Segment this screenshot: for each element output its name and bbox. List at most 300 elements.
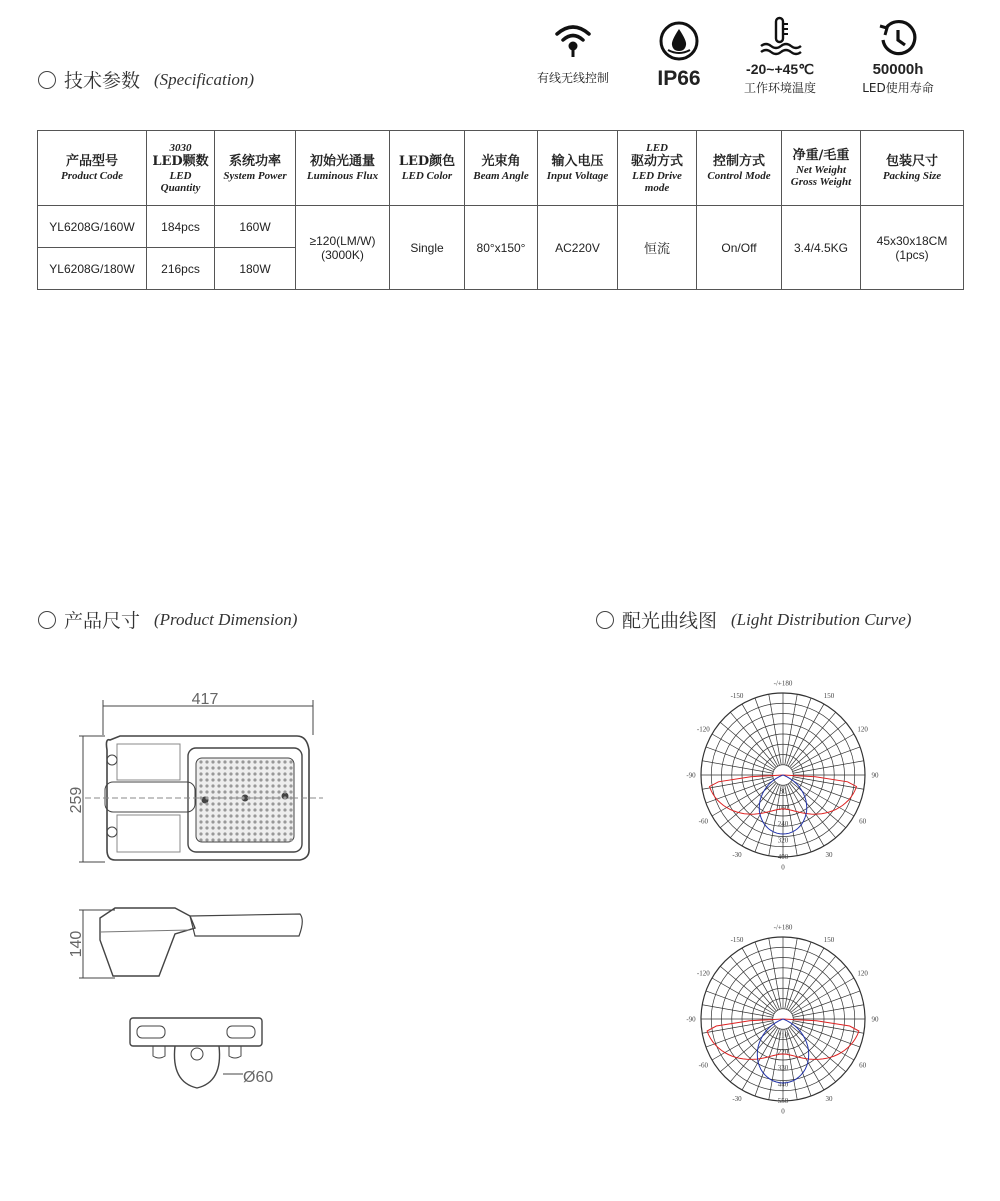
led-dot — [217, 820, 220, 823]
table-row — [38, 206, 964, 248]
led-dot — [283, 808, 286, 811]
led-dot — [277, 796, 280, 799]
cell-beam: 80°x150° — [465, 206, 538, 290]
led-dot — [265, 796, 268, 799]
led-dot — [289, 778, 292, 781]
polar-radial-label: 440 — [777, 1080, 789, 1089]
polar-angle-label: 0 — [781, 1107, 785, 1116]
led-dot — [271, 778, 274, 781]
led-dot — [235, 796, 238, 799]
header-beam-angle: 光束角 Beam Angle — [465, 131, 538, 206]
led-dot — [211, 826, 214, 829]
led-dot — [265, 838, 268, 841]
polar-spoke — [730, 956, 776, 1011]
led-dot — [223, 766, 226, 769]
led-dot — [235, 838, 238, 841]
width-dimension-label: 417 — [191, 691, 219, 708]
led-dot — [271, 820, 274, 823]
led-dot — [241, 760, 244, 763]
led-dot — [223, 790, 226, 793]
led-dot — [199, 802, 202, 805]
led-dot — [211, 832, 214, 835]
led-dot — [283, 760, 286, 763]
feature-temperature-value: -20~+45℃ — [746, 61, 814, 77]
led-dot — [271, 772, 274, 775]
polar-spoke — [793, 1005, 864, 1017]
led-dot — [283, 826, 286, 829]
led-dot — [277, 802, 280, 805]
led-dot — [253, 796, 256, 799]
led-dot — [199, 814, 202, 817]
feature-temperature — [732, 16, 828, 96]
polar-spoke — [706, 747, 773, 772]
led-dot — [283, 802, 286, 805]
polar-spoke — [787, 785, 812, 852]
led-dot — [229, 832, 232, 835]
led-dot — [205, 766, 208, 769]
led-dot — [289, 784, 292, 787]
led-dot — [199, 766, 202, 769]
led-dot — [271, 832, 274, 835]
led-dot — [211, 820, 214, 823]
led-dot — [223, 796, 226, 799]
led-dot — [283, 790, 286, 793]
led-dot — [259, 814, 262, 817]
polar-spoke — [702, 761, 773, 773]
led-dot — [199, 790, 202, 793]
header-packing-size: 包装尺寸 Packing Size — [861, 131, 964, 206]
waterproof-drop-icon — [658, 20, 700, 62]
led-dot — [253, 826, 256, 829]
led-dot — [253, 814, 256, 817]
led-dot — [199, 820, 202, 823]
spec-section-title — [38, 66, 254, 93]
led-dot — [205, 802, 208, 805]
led-dot — [223, 808, 226, 811]
header-system-power: 系统功率 System Power — [215, 131, 296, 206]
led-dot — [241, 778, 244, 781]
bullet-circle-icon — [38, 71, 56, 89]
led-dot — [205, 772, 208, 775]
led-dot — [265, 790, 268, 793]
bullet-circle-icon — [38, 611, 56, 629]
led-dot — [211, 772, 214, 775]
polar-radial-label: 320 — [777, 836, 789, 845]
polar-spoke — [790, 956, 836, 1011]
led-dot — [211, 766, 214, 769]
led-dot — [223, 760, 226, 763]
polar-angle-label: -90 — [686, 1015, 696, 1024]
cell-code: YL6208G/180W — [38, 248, 147, 290]
led-dot — [265, 826, 268, 829]
led-dot — [235, 760, 238, 763]
polar-spoke — [791, 966, 846, 1012]
spec-title-cn: 技术参数 — [64, 70, 141, 92]
led-dot — [211, 784, 214, 787]
led-dot — [205, 826, 208, 829]
polar-spoke — [720, 782, 775, 828]
led-dot — [241, 772, 244, 775]
polar-spoke — [730, 1027, 776, 1082]
led-dot — [283, 820, 286, 823]
polar-spoke — [793, 761, 864, 773]
led-dot — [253, 808, 256, 811]
led-dot — [283, 814, 286, 817]
led-dot — [277, 784, 280, 787]
led-dot — [241, 790, 244, 793]
led-dot — [253, 838, 256, 841]
polar-angle-label: -150 — [730, 691, 744, 700]
header-led-quantity: 3030 LED颗数 LED Quantity — [147, 131, 215, 206]
led-dot — [235, 784, 238, 787]
led-dot — [205, 820, 208, 823]
polar-angle-label: -60 — [698, 817, 708, 826]
header-luminous-flux: 初始光通量 Luminous Flux — [296, 131, 390, 206]
polar-radial-label: 400 — [777, 853, 789, 861]
led-dot — [241, 820, 244, 823]
led-dot — [283, 784, 286, 787]
led-dot — [217, 808, 220, 811]
dimension-title-en: (Product Dimension) — [154, 609, 298, 629]
polar-angle-label: 120 — [857, 969, 868, 978]
polar-angle-label: -30 — [732, 851, 742, 860]
led-dot — [253, 802, 256, 805]
led-dot — [247, 760, 250, 763]
polar-radial-label: 160 — [777, 803, 789, 812]
led-dot — [229, 838, 232, 841]
polar-radial-label: 80 — [779, 787, 787, 796]
polar-radial-label: 240 — [777, 820, 789, 829]
led-dot — [229, 790, 232, 793]
wifi-control-icon — [553, 20, 593, 58]
led-dot — [217, 778, 220, 781]
led-dot — [235, 802, 238, 805]
diameter-dimension-label: Ø60 — [243, 1069, 274, 1086]
led-dot — [217, 766, 220, 769]
led-dot — [277, 838, 280, 841]
led-dot — [205, 760, 208, 763]
led-dot — [247, 820, 250, 823]
led-dot — [259, 778, 262, 781]
polar-spoke — [787, 698, 812, 765]
led-dot — [259, 772, 262, 775]
led-dot — [229, 766, 232, 769]
led-dot — [241, 796, 244, 799]
led-dot — [277, 814, 280, 817]
led-dot — [253, 832, 256, 835]
led-dot — [247, 814, 250, 817]
led-dot — [277, 772, 280, 775]
polar-angle-label: -/+180 — [773, 679, 793, 688]
led-dot — [283, 832, 286, 835]
led-dot — [217, 826, 220, 829]
header-weight: 净重/毛重 Net Weight Gross Weight — [782, 131, 861, 206]
led-dot — [205, 784, 208, 787]
led-dot — [217, 760, 220, 763]
polar-angle-label: 30 — [825, 851, 833, 860]
polar-spoke — [720, 1026, 775, 1072]
led-dot — [283, 772, 286, 775]
led-dot — [217, 772, 220, 775]
polar-spoke — [755, 942, 780, 1009]
led-dot — [235, 832, 238, 835]
cell-color: Single — [390, 206, 465, 290]
clock-icon — [878, 20, 918, 58]
led-dot — [229, 802, 232, 805]
led-dot — [283, 778, 286, 781]
polar-spoke — [785, 694, 797, 765]
dimension-section-title — [38, 606, 297, 633]
led-dot — [247, 826, 250, 829]
led-dot — [199, 778, 202, 781]
led-dot — [241, 814, 244, 817]
led-dot — [247, 766, 250, 769]
led-dot — [289, 790, 292, 793]
led-dot — [259, 784, 262, 787]
led-dot — [223, 838, 226, 841]
led-dot — [259, 790, 262, 793]
polar-spoke — [785, 938, 797, 1009]
polar-spoke — [720, 722, 775, 768]
cell-flux: ≥120(LM/W) (3000K) — [296, 206, 390, 290]
led-dot — [223, 814, 226, 817]
feature-lifespan-label: LED使用寿命 — [862, 81, 934, 95]
led-dot — [271, 796, 274, 799]
polar-radial-label: 220 — [777, 1047, 789, 1056]
polar-angle-label: -60 — [698, 1061, 708, 1070]
led-dot — [229, 820, 232, 823]
led-dot — [247, 808, 250, 811]
led-dot — [259, 802, 262, 805]
led-dot — [259, 808, 262, 811]
led-dot — [271, 760, 274, 763]
led-dot — [271, 766, 274, 769]
led-dot — [235, 778, 238, 781]
led-dot — [217, 814, 220, 817]
led-dot — [277, 808, 280, 811]
led-dot — [205, 808, 208, 811]
led-dot — [289, 766, 292, 769]
led-dot — [229, 808, 232, 811]
side-dimension-label: 140 — [68, 930, 85, 958]
cell-code: YL6208G/160W — [38, 206, 147, 248]
polar-chart-1 — [688, 670, 878, 880]
polar-angle-label: 60 — [859, 817, 867, 826]
header-control-mode: 控制方式 Control Mode — [697, 131, 782, 206]
feature-lifespan — [848, 20, 948, 96]
led-dot — [265, 772, 268, 775]
led-dot — [217, 790, 220, 793]
polar-angle-label: -90 — [686, 771, 696, 780]
led-dot — [265, 820, 268, 823]
polar-spoke — [730, 712, 776, 767]
led-dot — [265, 784, 268, 787]
led-dot — [199, 808, 202, 811]
led-dot — [217, 832, 220, 835]
led-dot — [223, 802, 226, 805]
led-dot — [235, 766, 238, 769]
feature-wireless-label: 有线无线控制 — [536, 71, 609, 85]
led-dot — [289, 802, 292, 805]
led-dot — [247, 778, 250, 781]
polar-spoke — [769, 694, 781, 765]
led-dot — [211, 778, 214, 781]
led-dot — [271, 838, 274, 841]
led-dot — [211, 802, 214, 805]
cell-voltage: AC220V — [538, 206, 618, 290]
led-dot — [271, 790, 274, 793]
led-dot — [199, 832, 202, 835]
led-dot — [277, 790, 280, 793]
curve-section-title — [596, 606, 911, 633]
led-dot — [283, 766, 286, 769]
led-dot — [229, 760, 232, 763]
spec-table — [37, 130, 964, 290]
led-dot — [265, 808, 268, 811]
led-dot — [259, 826, 262, 829]
led-dot — [199, 796, 202, 799]
led-dot — [289, 808, 292, 811]
led-dot — [247, 802, 250, 805]
polar-spoke — [791, 722, 846, 768]
polar-spoke — [790, 712, 836, 767]
polar-spoke — [755, 698, 780, 765]
led-dot — [259, 766, 262, 769]
led-dot — [223, 772, 226, 775]
polar-radial-label: 110 — [777, 1031, 789, 1040]
polar-angle-label: 30 — [825, 1095, 833, 1104]
led-dot — [247, 790, 250, 793]
polar-spoke — [793, 991, 860, 1016]
led-dot — [205, 814, 208, 817]
polar-spoke — [793, 747, 860, 772]
led-dot — [271, 814, 274, 817]
led-dot — [223, 820, 226, 823]
led-dot — [235, 820, 238, 823]
led-dot — [217, 784, 220, 787]
dimension-drawing — [55, 680, 335, 1100]
led-dot — [289, 814, 292, 817]
led-dot — [241, 766, 244, 769]
led-dot — [265, 832, 268, 835]
height-dimension-label: 259 — [68, 786, 85, 814]
led-dot — [271, 808, 274, 811]
led-dot — [253, 790, 256, 793]
led-dot — [277, 760, 280, 763]
led-dot — [247, 832, 250, 835]
led-dot — [235, 808, 238, 811]
led-dot — [277, 832, 280, 835]
led-dot — [211, 796, 214, 799]
led-dot — [253, 772, 256, 775]
led-dot — [205, 832, 208, 835]
cell-control: On/Off — [697, 206, 782, 290]
polar-angle-label: 120 — [857, 725, 868, 734]
polar-angle-label: 90 — [871, 1015, 879, 1024]
led-dot — [241, 826, 244, 829]
cell-drive: 恒流 — [618, 206, 697, 290]
led-dot — [289, 826, 292, 829]
led-dot — [235, 790, 238, 793]
thermometer-icon — [758, 16, 802, 56]
side-view-drawing — [68, 908, 302, 978]
led-dot — [229, 814, 232, 817]
led-dot — [289, 760, 292, 763]
led-dot — [289, 772, 292, 775]
feature-wireless — [525, 20, 621, 86]
polar-chart-2 — [688, 914, 878, 1124]
polar-angle-label: 0 — [781, 863, 785, 872]
led-dot — [265, 778, 268, 781]
led-dot — [241, 808, 244, 811]
polar-angle-label: -/+180 — [773, 923, 793, 932]
led-dot — [205, 838, 208, 841]
cell-packing: 45x30x18CM (1pcs) — [861, 206, 964, 290]
led-dot — [211, 838, 214, 841]
led-dot — [199, 826, 202, 829]
led-dot — [289, 796, 292, 799]
led-dot — [259, 820, 262, 823]
led-dot — [199, 772, 202, 775]
polar-angle-label: -120 — [696, 725, 710, 734]
led-dot — [205, 778, 208, 781]
led-dot — [259, 796, 262, 799]
led-dot — [235, 826, 238, 829]
polar-angle-label: 60 — [859, 1061, 867, 1070]
cell-power: 180W — [215, 248, 296, 290]
led-dot — [247, 796, 250, 799]
polar-angle-label: -150 — [730, 935, 744, 944]
led-dot — [289, 820, 292, 823]
led-dot — [211, 808, 214, 811]
led-dot — [229, 826, 232, 829]
feature-ip66-value: IP66 — [657, 67, 701, 90]
led-dot — [205, 790, 208, 793]
led-dot — [277, 778, 280, 781]
polar-angle-label: -120 — [696, 969, 710, 978]
led-dot — [247, 784, 250, 787]
led-dot — [247, 772, 250, 775]
polar-spoke — [791, 782, 846, 828]
feature-lifespan-value: 50000h — [872, 61, 924, 78]
led-dot — [265, 814, 268, 817]
led-dot — [259, 838, 262, 841]
polar-radial-label: 330 — [777, 1064, 789, 1073]
feature-temperature-label: 工作环境温度 — [743, 81, 816, 95]
led-dot — [253, 784, 256, 787]
led-dot — [253, 778, 256, 781]
polar-spoke — [702, 1005, 773, 1017]
led-dot — [271, 802, 274, 805]
led-dot — [283, 796, 286, 799]
led-dot — [241, 838, 244, 841]
led-dot — [229, 778, 232, 781]
led-dot — [241, 832, 244, 835]
cell-power: 160W — [215, 206, 296, 248]
cell-qty: 216pcs — [147, 248, 215, 290]
led-dot — [265, 802, 268, 805]
led-dot — [277, 820, 280, 823]
curve-title-cn: 配光曲线图 — [622, 610, 718, 632]
led-dot — [241, 784, 244, 787]
polar-spoke — [791, 1026, 846, 1072]
led-dot — [223, 826, 226, 829]
feature-ip66 — [640, 20, 718, 91]
led-dot — [265, 760, 268, 763]
led-dot — [217, 796, 220, 799]
polar-radial-label: 550 — [777, 1097, 789, 1105]
led-dot — [247, 838, 250, 841]
